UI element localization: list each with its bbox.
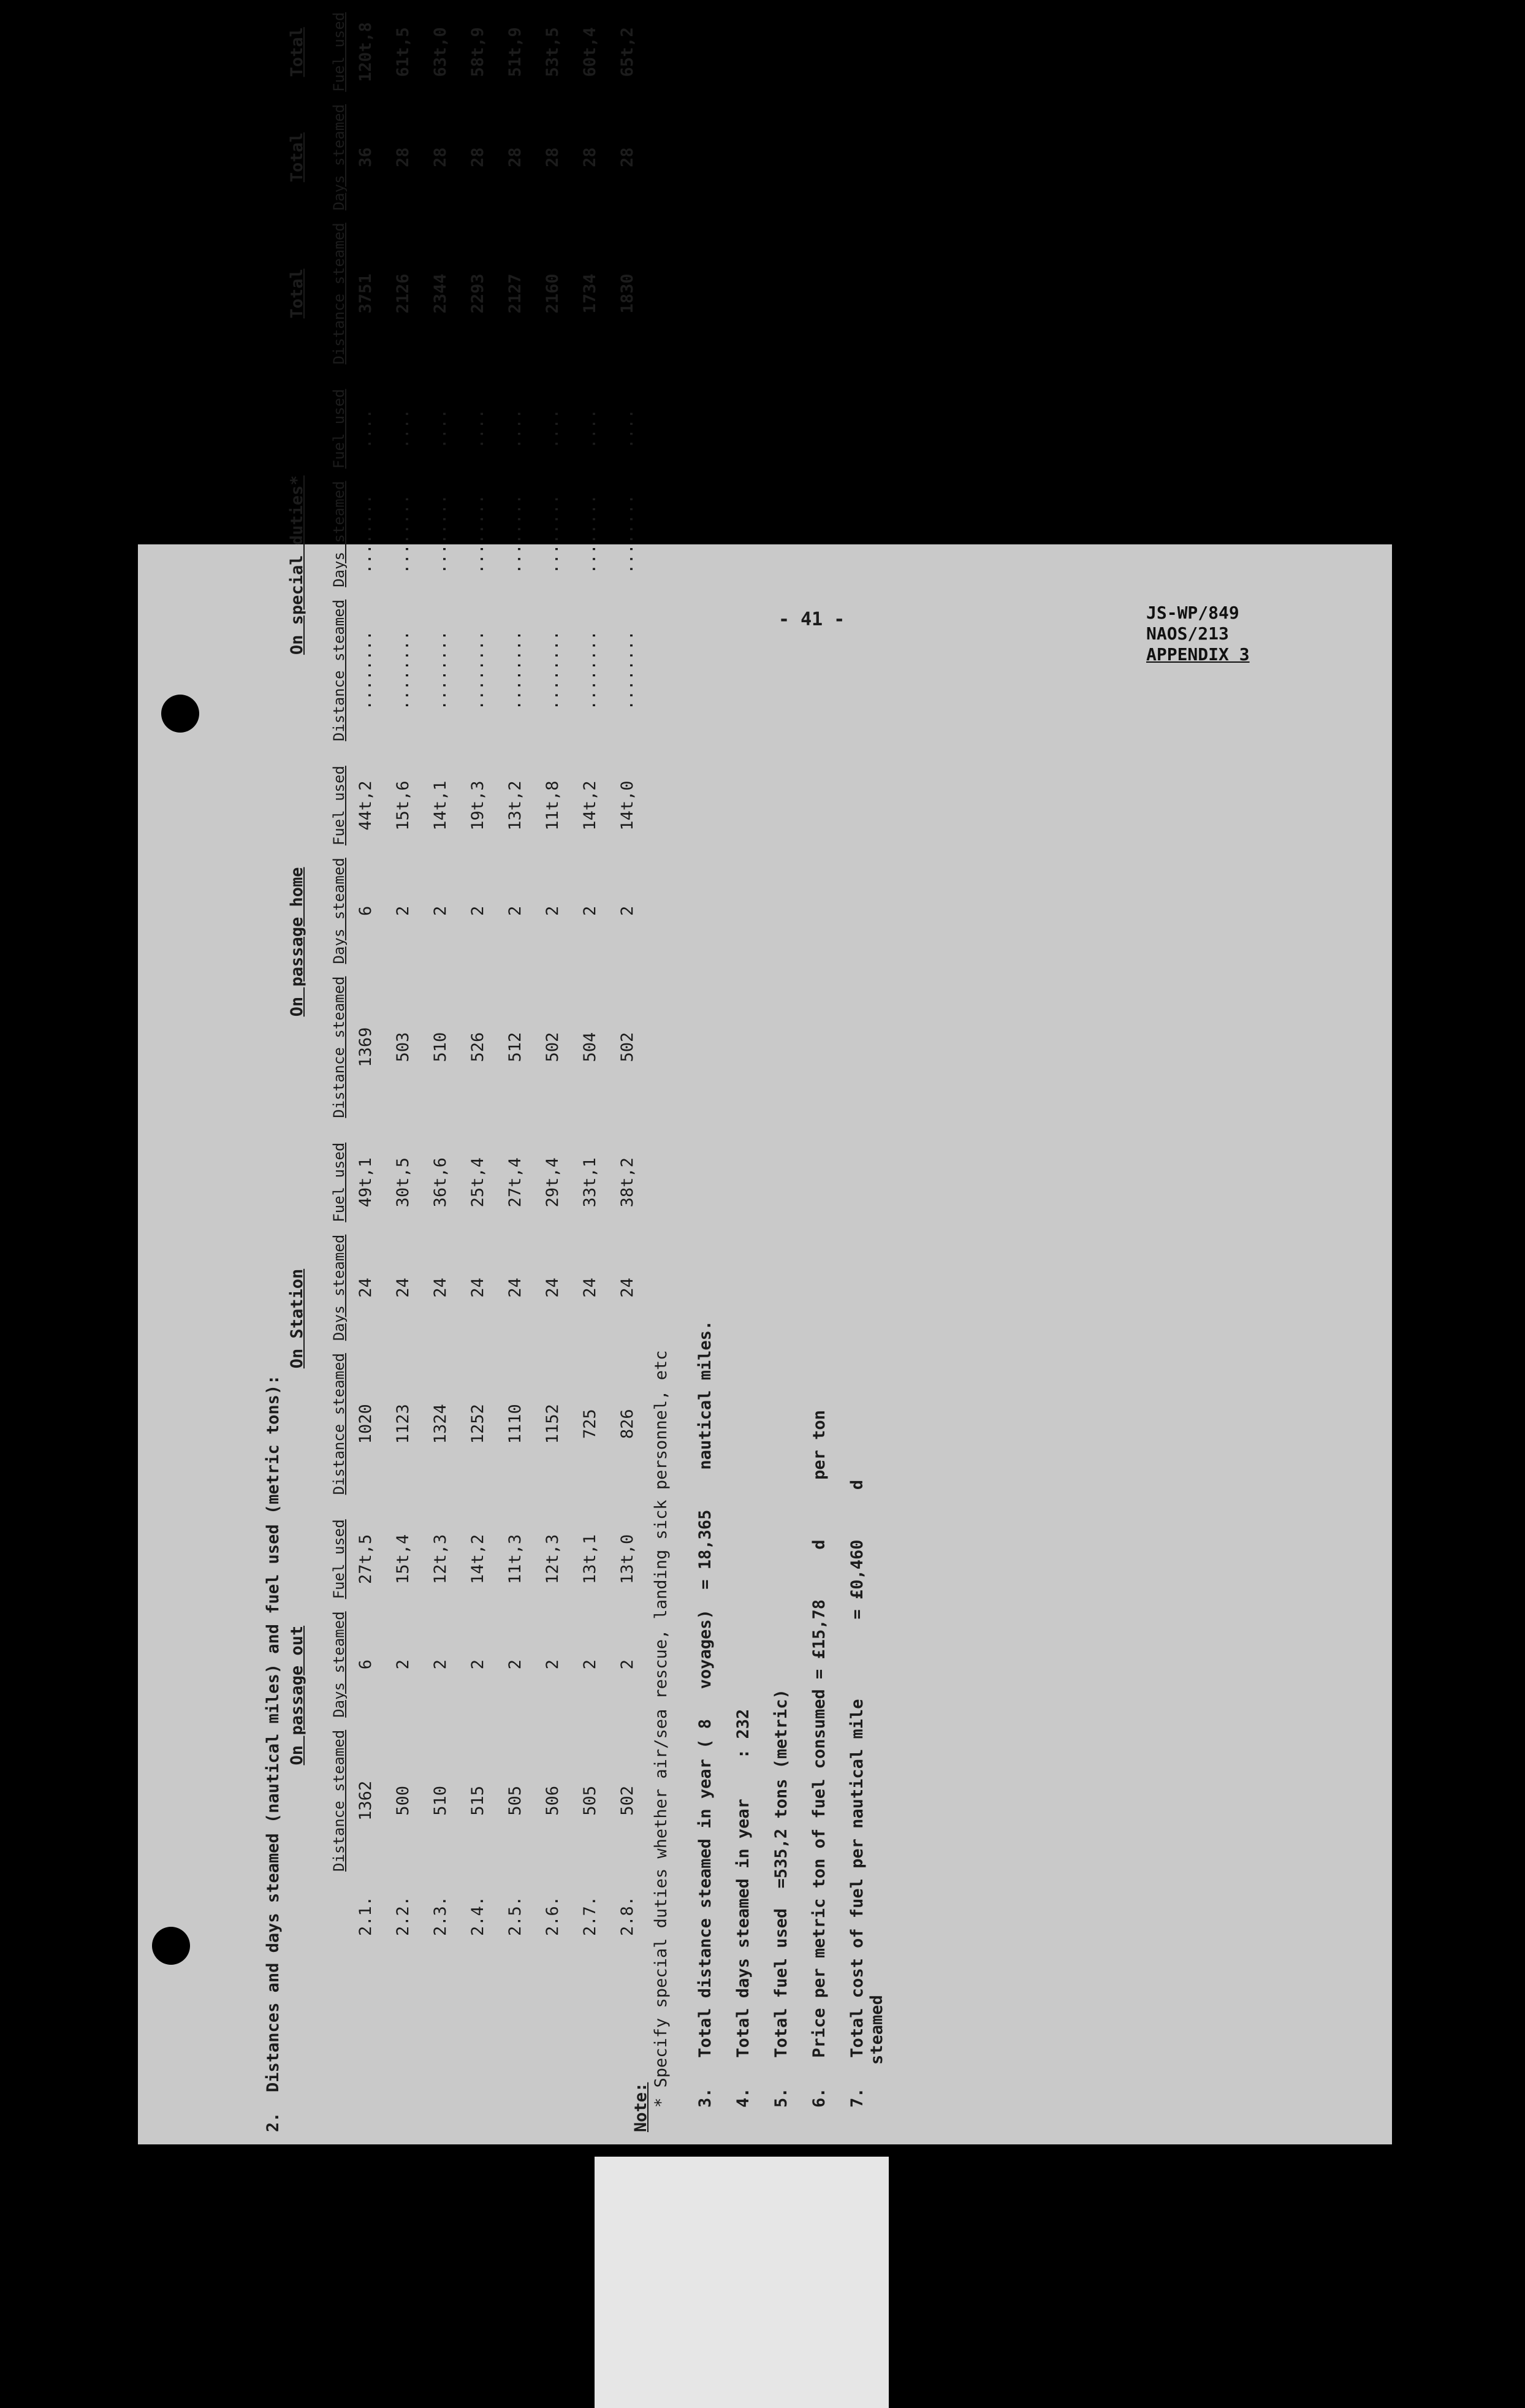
table-cell: 24 (580, 1278, 599, 1298)
group-header: On passage out (287, 1625, 306, 1766)
column-gap (422, 370, 459, 383)
table-cell: 1734 (580, 273, 599, 314)
table-cell: 30t,5 (394, 1157, 413, 1208)
table-cell: 51t,9 (506, 27, 525, 77)
table-cell: 725 (580, 1409, 599, 1439)
table-cell: 120t,8 (356, 22, 375, 82)
table-cell: 504 (580, 1032, 599, 1062)
table-cell: 25t,4 (468, 1157, 487, 1208)
table-cell: 28 (543, 147, 562, 167)
column-gap (422, 1501, 459, 1513)
column-header: Fuel used (330, 766, 348, 846)
ref-line-1: JS-WP/849 (1146, 603, 1239, 623)
table-cell: 29t,4 (543, 1157, 562, 1208)
table-cell: 12t,3 (543, 1534, 562, 1585)
table-cell: 11t,3 (506, 1534, 525, 1585)
column-gap (347, 747, 384, 760)
table-cell: ........ (543, 630, 562, 711)
table-cell: 1362 (356, 1780, 375, 1821)
table-cell: 28 (431, 147, 450, 167)
table-cell: 28 (506, 147, 525, 167)
table-cell: 6 (356, 1659, 375, 1670)
table-cell: 510 (431, 1785, 450, 1816)
table-cell: ........ (543, 494, 562, 574)
column-gap (384, 1501, 422, 1513)
paper-scrap (595, 2157, 889, 2408)
column-gap (496, 1124, 534, 1137)
table-cell: ........ (506, 630, 525, 711)
column-gap (571, 1501, 609, 1513)
table-cell: 24 (618, 1278, 637, 1298)
table-cell: 13t,1 (580, 1534, 599, 1585)
table-row (459, 6, 496, 1942)
table-cell: 1152 (543, 1404, 562, 1444)
table-cell: 503 (394, 1032, 413, 1062)
column-header: Days steamed (330, 858, 348, 964)
group-header: On passage home (287, 867, 306, 1017)
column-header: Distance steamed (330, 223, 348, 365)
table-row (571, 6, 609, 1942)
table-cell: 505 (506, 1785, 525, 1816)
table-cell: 2 (506, 905, 525, 916)
table-cell: 1123 (394, 1404, 413, 1444)
column-gap (459, 747, 496, 760)
column-gap (459, 370, 496, 383)
table-cell: 24 (431, 1278, 450, 1298)
table-cell: 24 (468, 1278, 487, 1298)
table-cell: 24 (394, 1278, 413, 1298)
group-header: On Station (287, 1268, 306, 1369)
table-cell: 13t,2 (506, 780, 525, 831)
page-number: - 41 - (778, 609, 845, 630)
table-cell: 2293 (468, 273, 487, 314)
steaming-table (282, 6, 646, 1942)
row-number: 2.5. (506, 1896, 525, 1936)
table-cell: 15t,4 (394, 1534, 413, 1585)
column-header: Days steamed (330, 481, 348, 587)
table-cell: ........ (468, 630, 487, 711)
table-cell: 53t,5 (543, 27, 562, 77)
column-gap (496, 747, 534, 760)
row-number: 2.8. (618, 1896, 637, 1936)
table-cell: 2 (543, 905, 562, 916)
table-cell: 502 (618, 1032, 637, 1062)
table-cell: 2126 (394, 273, 413, 314)
column-gap (534, 747, 571, 760)
table-cell: 1324 (431, 1404, 450, 1444)
table-cell: ........ (618, 630, 637, 711)
table-cell: 44t,2 (356, 780, 375, 831)
table-cell: 2 (468, 905, 487, 916)
table-cell: 512 (506, 1032, 525, 1062)
table-cell: 11t,8 (543, 780, 562, 831)
table-cell: 2 (394, 1659, 413, 1670)
table-cell: 14t,2 (468, 1534, 487, 1585)
table-cell: ........ (394, 494, 413, 574)
column-gap (534, 1501, 571, 1513)
column-header: Fuel used (330, 12, 348, 92)
column-gap (571, 1124, 609, 1137)
column-gap (384, 1124, 422, 1137)
row-number: 2.3. (431, 1896, 450, 1936)
column-gap (609, 1124, 646, 1137)
note-text: * Specify special duties whether air/sea rescue, landing sick personnel, etc (652, 1350, 671, 2108)
table-cell: 2 (580, 1659, 599, 1670)
table-cell: 502 (618, 1785, 637, 1816)
table-cell: .... (431, 408, 450, 449)
column-header: Fuel used (330, 1519, 348, 1599)
table-cell: 24 (506, 1278, 525, 1298)
column-gap (534, 370, 571, 383)
table-cell: 1252 (468, 1404, 487, 1444)
table-cell: 1369 (356, 1027, 375, 1067)
table-cell: 28 (394, 147, 413, 167)
table-cell: 27t,4 (506, 1157, 525, 1208)
table-cell: 1020 (356, 1404, 375, 1444)
table-cell: 2 (431, 1659, 450, 1670)
table-cell: 2 (618, 905, 637, 916)
column-header: Fuel used (330, 389, 348, 469)
table-cell: 505 (580, 1785, 599, 1816)
table-cell: 24 (543, 1278, 562, 1298)
table-cell: .... (618, 408, 637, 449)
item-7: 7. Total cost of fuel per nautical mile = £0,460 d (848, 1479, 867, 2108)
table-row (496, 6, 534, 1942)
group-header: Total (287, 269, 306, 319)
column-header: Fuel used (330, 1142, 348, 1222)
table-cell: ........ (431, 494, 450, 574)
column-header: Days steamed (330, 104, 348, 211)
table-cell: 28 (468, 147, 487, 167)
column-header: Distance steamed (330, 1353, 348, 1495)
table-cell: 14t,0 (618, 780, 637, 831)
table-cell: 14t,1 (431, 780, 450, 831)
column-header: Distance steamed (330, 599, 348, 742)
table-cell: .... (356, 408, 375, 449)
table-cell: 2160 (543, 273, 562, 314)
column-header: Distance steamed (330, 976, 348, 1118)
table-cell: 13t,0 (618, 1534, 637, 1585)
table-cell: 506 (543, 1785, 562, 1816)
table-cell: 826 (618, 1409, 637, 1439)
table-row (534, 6, 571, 1942)
table-cell: ........ (580, 494, 599, 574)
table-cell: .... (394, 408, 413, 449)
column-gap (422, 1124, 459, 1137)
table-cell: ........ (580, 630, 599, 711)
table-cell: 502 (543, 1032, 562, 1062)
table-cell: 36 (356, 147, 375, 167)
ref-line-2: NAOS/213 (1146, 623, 1229, 644)
table-cell: 15t,6 (394, 780, 413, 831)
column-gap (571, 370, 609, 383)
column-gap (571, 747, 609, 760)
table-cell: 28 (580, 147, 599, 167)
table-cell: 58t,9 (468, 27, 487, 77)
row-number: 2.2. (394, 1896, 413, 1936)
column-gap (347, 1501, 384, 1513)
table-cell: 1110 (506, 1404, 525, 1444)
table-cell: 2 (468, 1659, 487, 1670)
table-cell: ........ (506, 494, 525, 574)
table-cell: .... (543, 408, 562, 449)
column-gap (347, 370, 384, 383)
table-row (384, 6, 422, 1942)
table-cell: 2 (506, 1659, 525, 1670)
item-5: 5. Total fuel used =535,2 tons (metric) (772, 1689, 791, 2108)
table-cell: 2 (431, 905, 450, 916)
column-gap (609, 1501, 646, 1513)
row-number: 2.4. (468, 1896, 487, 1936)
group-header: Total (287, 132, 306, 183)
table-cell: 36t,6 (431, 1157, 450, 1208)
table-cell: 6 (356, 905, 375, 916)
table-row (609, 6, 646, 1942)
item-4: 4. Total days steamed in year : 232 (734, 1709, 753, 2108)
column-gap (609, 370, 646, 383)
table-row (347, 6, 384, 1942)
table-cell: 49t,1 (356, 1157, 375, 1208)
column-gap (347, 1124, 384, 1137)
table-cell: 2 (618, 1659, 637, 1670)
row-number: 2.7. (580, 1896, 599, 1936)
table-cell: 60t,4 (580, 27, 599, 77)
table-cell: 2 (394, 905, 413, 916)
column-gap (384, 747, 422, 760)
table-cell: 2344 (431, 273, 450, 314)
table-cell: 61t,5 (394, 27, 413, 77)
column-gap (496, 1501, 534, 1513)
row-number: 2.1. (356, 1896, 375, 1936)
row-number: 2.6. (543, 1896, 562, 1936)
table-cell: .... (506, 408, 525, 449)
table-cell: 1830 (618, 273, 637, 314)
group-header-row (282, 6, 306, 1942)
table-cell: ........ (394, 630, 413, 711)
item-6: 6. Price per metric ton of fuel consumed = £15,78 d per ton (810, 1410, 829, 2108)
section-title: 2. Distances and days steamed (nautical miles) and fuel used (metric tons): (264, 1374, 283, 2132)
table-cell: 2 (580, 905, 599, 916)
table-cell: 14t,2 (580, 780, 599, 831)
item-7-continuation: steamed (867, 1995, 886, 2065)
table-cell: 63t,0 (431, 27, 450, 77)
appendix-label: APPENDIX 3 (1146, 644, 1250, 665)
table-cell: 38t,2 (618, 1157, 637, 1208)
table-cell: 12t,3 (431, 1534, 450, 1585)
item-3: 3. Total distance steamed in year ( 8 voyages) = 18,365 nautical miles. (696, 1320, 715, 2108)
column-gap (459, 1124, 496, 1137)
table-cell: 500 (394, 1785, 413, 1816)
column-header-row (306, 6, 347, 1942)
table-cell: ........ (356, 494, 375, 574)
column-gap (384, 370, 422, 383)
table-cell: 2127 (506, 273, 525, 314)
note-label: Note: (631, 2082, 650, 2132)
column-header: Days steamed (330, 1611, 348, 1718)
table-cell: .... (580, 408, 599, 449)
column-gap (459, 1501, 496, 1513)
table-cell: 33t,1 (580, 1157, 599, 1208)
column-header: Days steamed (330, 1234, 348, 1341)
table-cell: 19t,3 (468, 780, 487, 831)
table-cell: ........ (618, 494, 637, 574)
table-cell: .... (468, 408, 487, 449)
table-cell: ........ (356, 630, 375, 711)
table-cell: 515 (468, 1785, 487, 1816)
rotated-content (138, 12, 1392, 2144)
document-page (138, 12, 1392, 2144)
table-cell: 2 (543, 1659, 562, 1670)
table-cell: 526 (468, 1032, 487, 1062)
column-gap (496, 370, 534, 383)
group-header: Total (287, 27, 306, 77)
table-row (422, 6, 459, 1942)
table-cell: ........ (468, 494, 487, 574)
table-cell: 27t,5 (356, 1534, 375, 1585)
column-gap (422, 747, 459, 760)
group-header: On special duties* (287, 475, 306, 655)
column-header: Distance steamed (330, 1729, 348, 1872)
column-gap (609, 747, 646, 760)
table-cell: ........ (431, 630, 450, 711)
table-cell: 3751 (356, 273, 375, 314)
table-cell: 24 (356, 1278, 375, 1298)
column-gap (534, 1124, 571, 1137)
table-cell: 28 (618, 147, 637, 167)
table-cell: 510 (431, 1032, 450, 1062)
table-cell: 65t,2 (618, 27, 637, 77)
